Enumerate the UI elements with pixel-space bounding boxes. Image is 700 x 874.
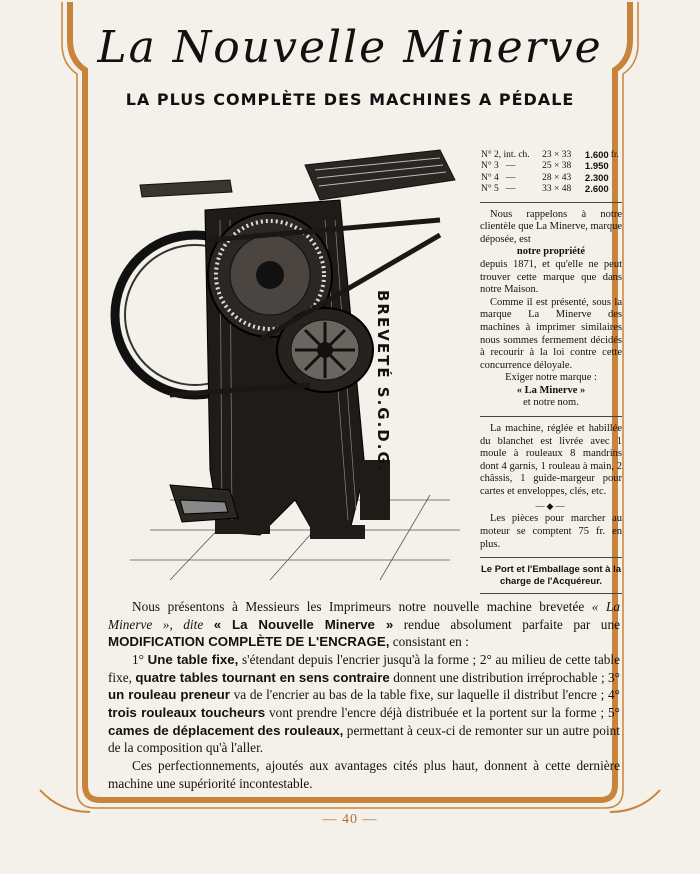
unit-cell <box>610 173 622 184</box>
conclusion-paragraph: Ces perfectionnements, ajoutés aux avantages cités plus haut, donnent à cette dernière machine une supériorité incontestable. <box>108 758 620 791</box>
price-row <box>480 150 622 161</box>
sidebar-info <box>480 150 622 600</box>
size-cell: 23 × 33 <box>542 150 572 160</box>
unit-cell: fr. <box>610 150 619 160</box>
size-cell: 28 × 43 <box>542 172 572 183</box>
price-cell: 2.300 <box>584 172 609 184</box>
model-cell: N° 4 — <box>481 172 516 183</box>
divider <box>480 593 622 594</box>
shipping-note: Le Port et l'Emballage sont à la charge de l'Acquéreur. <box>480 564 622 587</box>
trademark-since: depuis 1871, et qu'elle ne peut trouver cette marque que dans notre Maison. <box>480 258 622 296</box>
exiger-brand: « La Minerve » <box>516 384 586 396</box>
divider <box>480 557 622 558</box>
machine-contents: La machine, réglée et habillée du blanchet est livrée avec 1 moule à rouleaux 8 mandrins dont 4 garnis, 1 rouleau à main, 2 châssis, 1 guide-margeur pour cartes et enveloppes, clés, etc. <box>480 423 622 498</box>
model-cell: N° 5 — <box>481 184 516 195</box>
page-title: La Nouvelle Minerve <box>97 22 603 73</box>
size-cell: 25 × 38 <box>542 161 572 172</box>
price-row <box>480 161 622 172</box>
features-paragraph: 1° Une table fixe, s'étendant depuis l'encrier jusqu'à la forme ; 2° au milieu de cette table fixe, quatre tables tournant en sens contraire donnent une distribution irréprochable ; 3° un rouleau preneur va de l'encrier au bas de la table fixe, sur laquelle il distribut l'encre ; 4° trois rouleaux toucheurs vont prendre l'encre déjà distribuée et la portent sur la forme ; 5° cames de déplacement des rouleaux, permettant à ceux-ci de remonter sur un autre point de la composition qu'à l'aller. <box>108 652 621 756</box>
price-row <box>480 173 622 184</box>
ornament: —◆— <box>535 500 567 511</box>
price-cell: 2.600 <box>584 184 609 196</box>
unit-cell <box>610 161 622 172</box>
trademark-warning: Comme il est présenté, sous la marque La Minerve des machines à imprimer similaires nous sommes fermement décidés à recourir à la loi contre cette concurrence déloyale. <box>480 296 622 371</box>
trademark-notice: Nous rappelons à notre clientèle que La Minerve, marque déposée, est <box>480 208 622 245</box>
divider <box>480 202 622 203</box>
printing-press-illustration <box>110 140 480 585</box>
body-text <box>108 598 620 792</box>
exiger-line: Exiger notre marque : <box>505 372 597 384</box>
price-cell: 1.600 <box>584 150 609 161</box>
divider <box>480 416 622 417</box>
price-cell: 1.950 <box>584 161 609 173</box>
size-cell: 33 × 48 <box>542 184 572 195</box>
model-cell: N° 3 — <box>481 161 516 172</box>
model-cell: N° 2, int. ch. <box>481 150 530 160</box>
price-table <box>480 150 622 196</box>
price-row <box>480 184 622 195</box>
motor-parts: Les pièces pour marcher au moteur se comptent 75 fr. en plus. <box>480 513 622 550</box>
patent-stamp: BREVETÉ S.G.D.G. <box>374 290 392 474</box>
page-number: — 40 — <box>322 812 378 827</box>
page-subtitle: LA PLUS COMPLÈTE DES MACHINES A PÉDALE <box>125 90 575 109</box>
exiger-name: et notre nom. <box>523 397 579 409</box>
trademark-emphasis: notre propriété <box>516 246 586 258</box>
intro-paragraph: Nous présentons à Messieurs les Imprimeurs notre nouvelle machine brevetée « La Minerve », dite « La Nouvelle Minerve » rendue absolument parfaite par une MODIFICATION COMPLÈTE DE L'ENCRAGE, consistant en : <box>108 599 621 650</box>
unit-cell <box>610 184 622 195</box>
